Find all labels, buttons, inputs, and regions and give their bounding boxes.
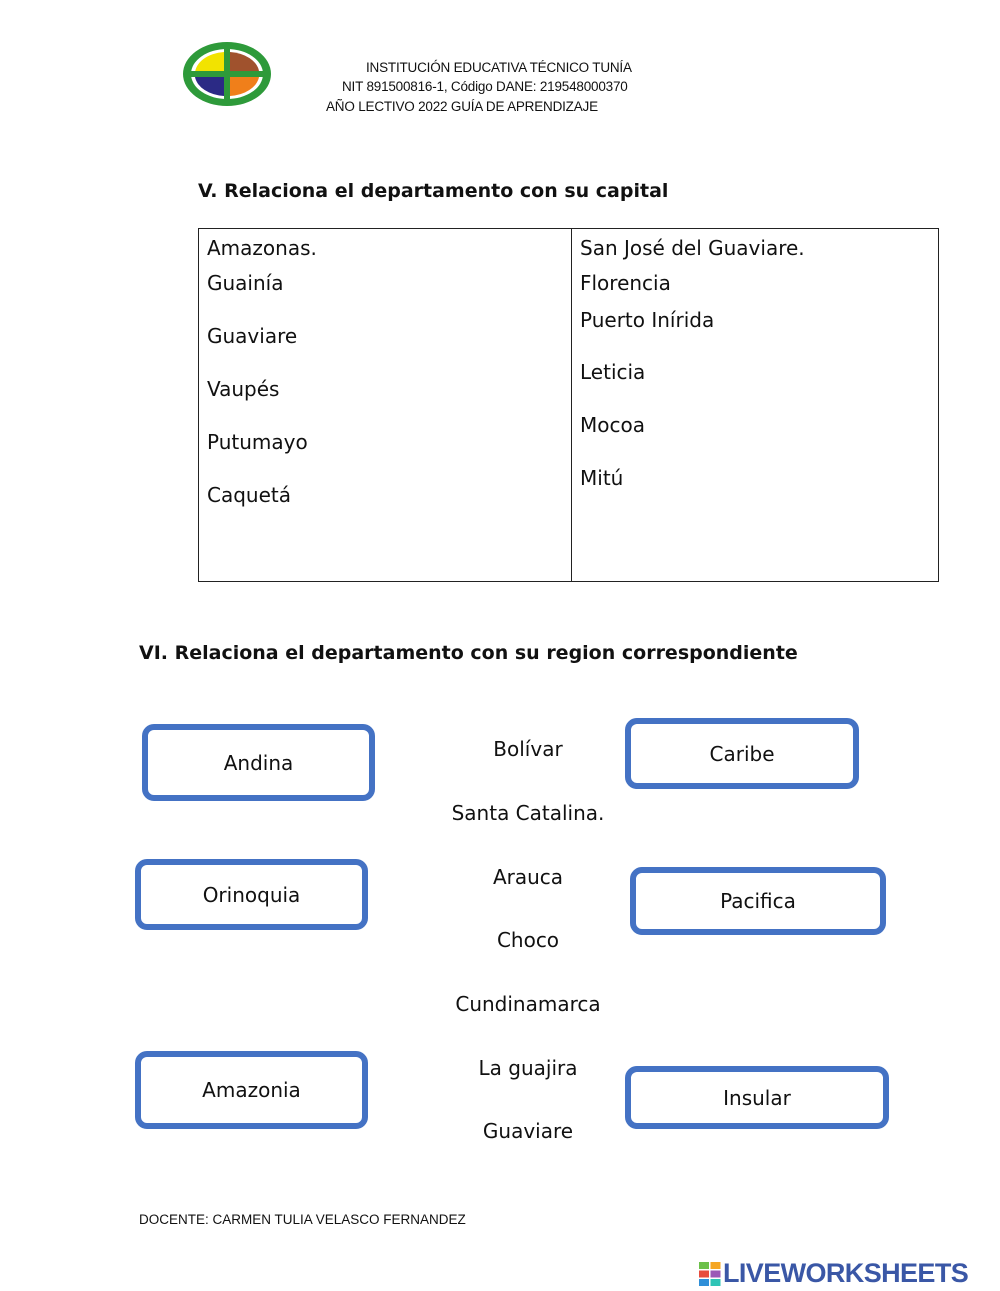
department-item: Guaviare	[207, 324, 298, 348]
department-item: Putumayo	[207, 430, 308, 454]
region-box-andina[interactable]: Andina	[142, 724, 375, 801]
capital-item: Leticia	[580, 360, 646, 384]
region-department-item: Bolívar	[493, 737, 563, 761]
school-year-guide: AÑO LECTIVO 2022 GUÍA DE APRENDIZAJE	[326, 99, 598, 114]
department-item: Amazonas.	[207, 236, 317, 260]
region-box-caribe[interactable]: Caribe	[625, 718, 859, 789]
capital-item: Mocoa	[580, 413, 645, 437]
region-department-item: Choco	[496, 928, 560, 952]
capital-item: Florencia	[580, 271, 671, 295]
section-5-title: V. Relaciona el departamento con su capital	[198, 180, 669, 202]
department-item: Guainía	[207, 271, 284, 295]
department-item: Vaupés	[207, 377, 280, 401]
school-nit: NIT 891500816-1, Código DANE: 219548000370	[342, 79, 628, 94]
region-department-item: Guaviare	[482, 1119, 574, 1143]
region-box-insular[interactable]: Insular	[625, 1066, 889, 1129]
school-name: INSTITUCIÓN EDUCATIVA TÉCNICO TUNÍA	[366, 60, 632, 75]
liveworksheets-icon	[699, 1262, 721, 1286]
region-department-item: Arauca	[492, 865, 564, 889]
region-box-orinoquia[interactable]: Orinoquia	[135, 859, 368, 930]
capital-item: Puerto Inírida	[580, 308, 715, 332]
region-box-pacifica[interactable]: Pacifica	[630, 867, 886, 935]
region-box-amazonia[interactable]: Amazonia	[135, 1051, 368, 1129]
capitals-table	[198, 228, 939, 582]
table-divider	[571, 229, 572, 581]
capital-item: Mitú	[580, 466, 624, 490]
capital-item: San José del Guaviare.	[580, 236, 805, 260]
region-department-item: Cundinamarca	[455, 992, 601, 1016]
region-department-item: La guajira	[478, 1056, 578, 1080]
liveworksheets-label: LIVEWORKSHEETS	[723, 1258, 969, 1288]
teacher-name: DOCENTE: CARMEN TULIA VELASCO FERNANDEZ	[139, 1212, 466, 1227]
department-item: Caquetá	[207, 483, 291, 507]
region-department-item: Santa Catalina.	[451, 801, 605, 825]
section-6-title: VI. Relaciona el departamento con su region correspondiente	[139, 642, 798, 664]
school-logo	[181, 40, 273, 108]
liveworksheets-watermark	[699, 1258, 968, 1289]
